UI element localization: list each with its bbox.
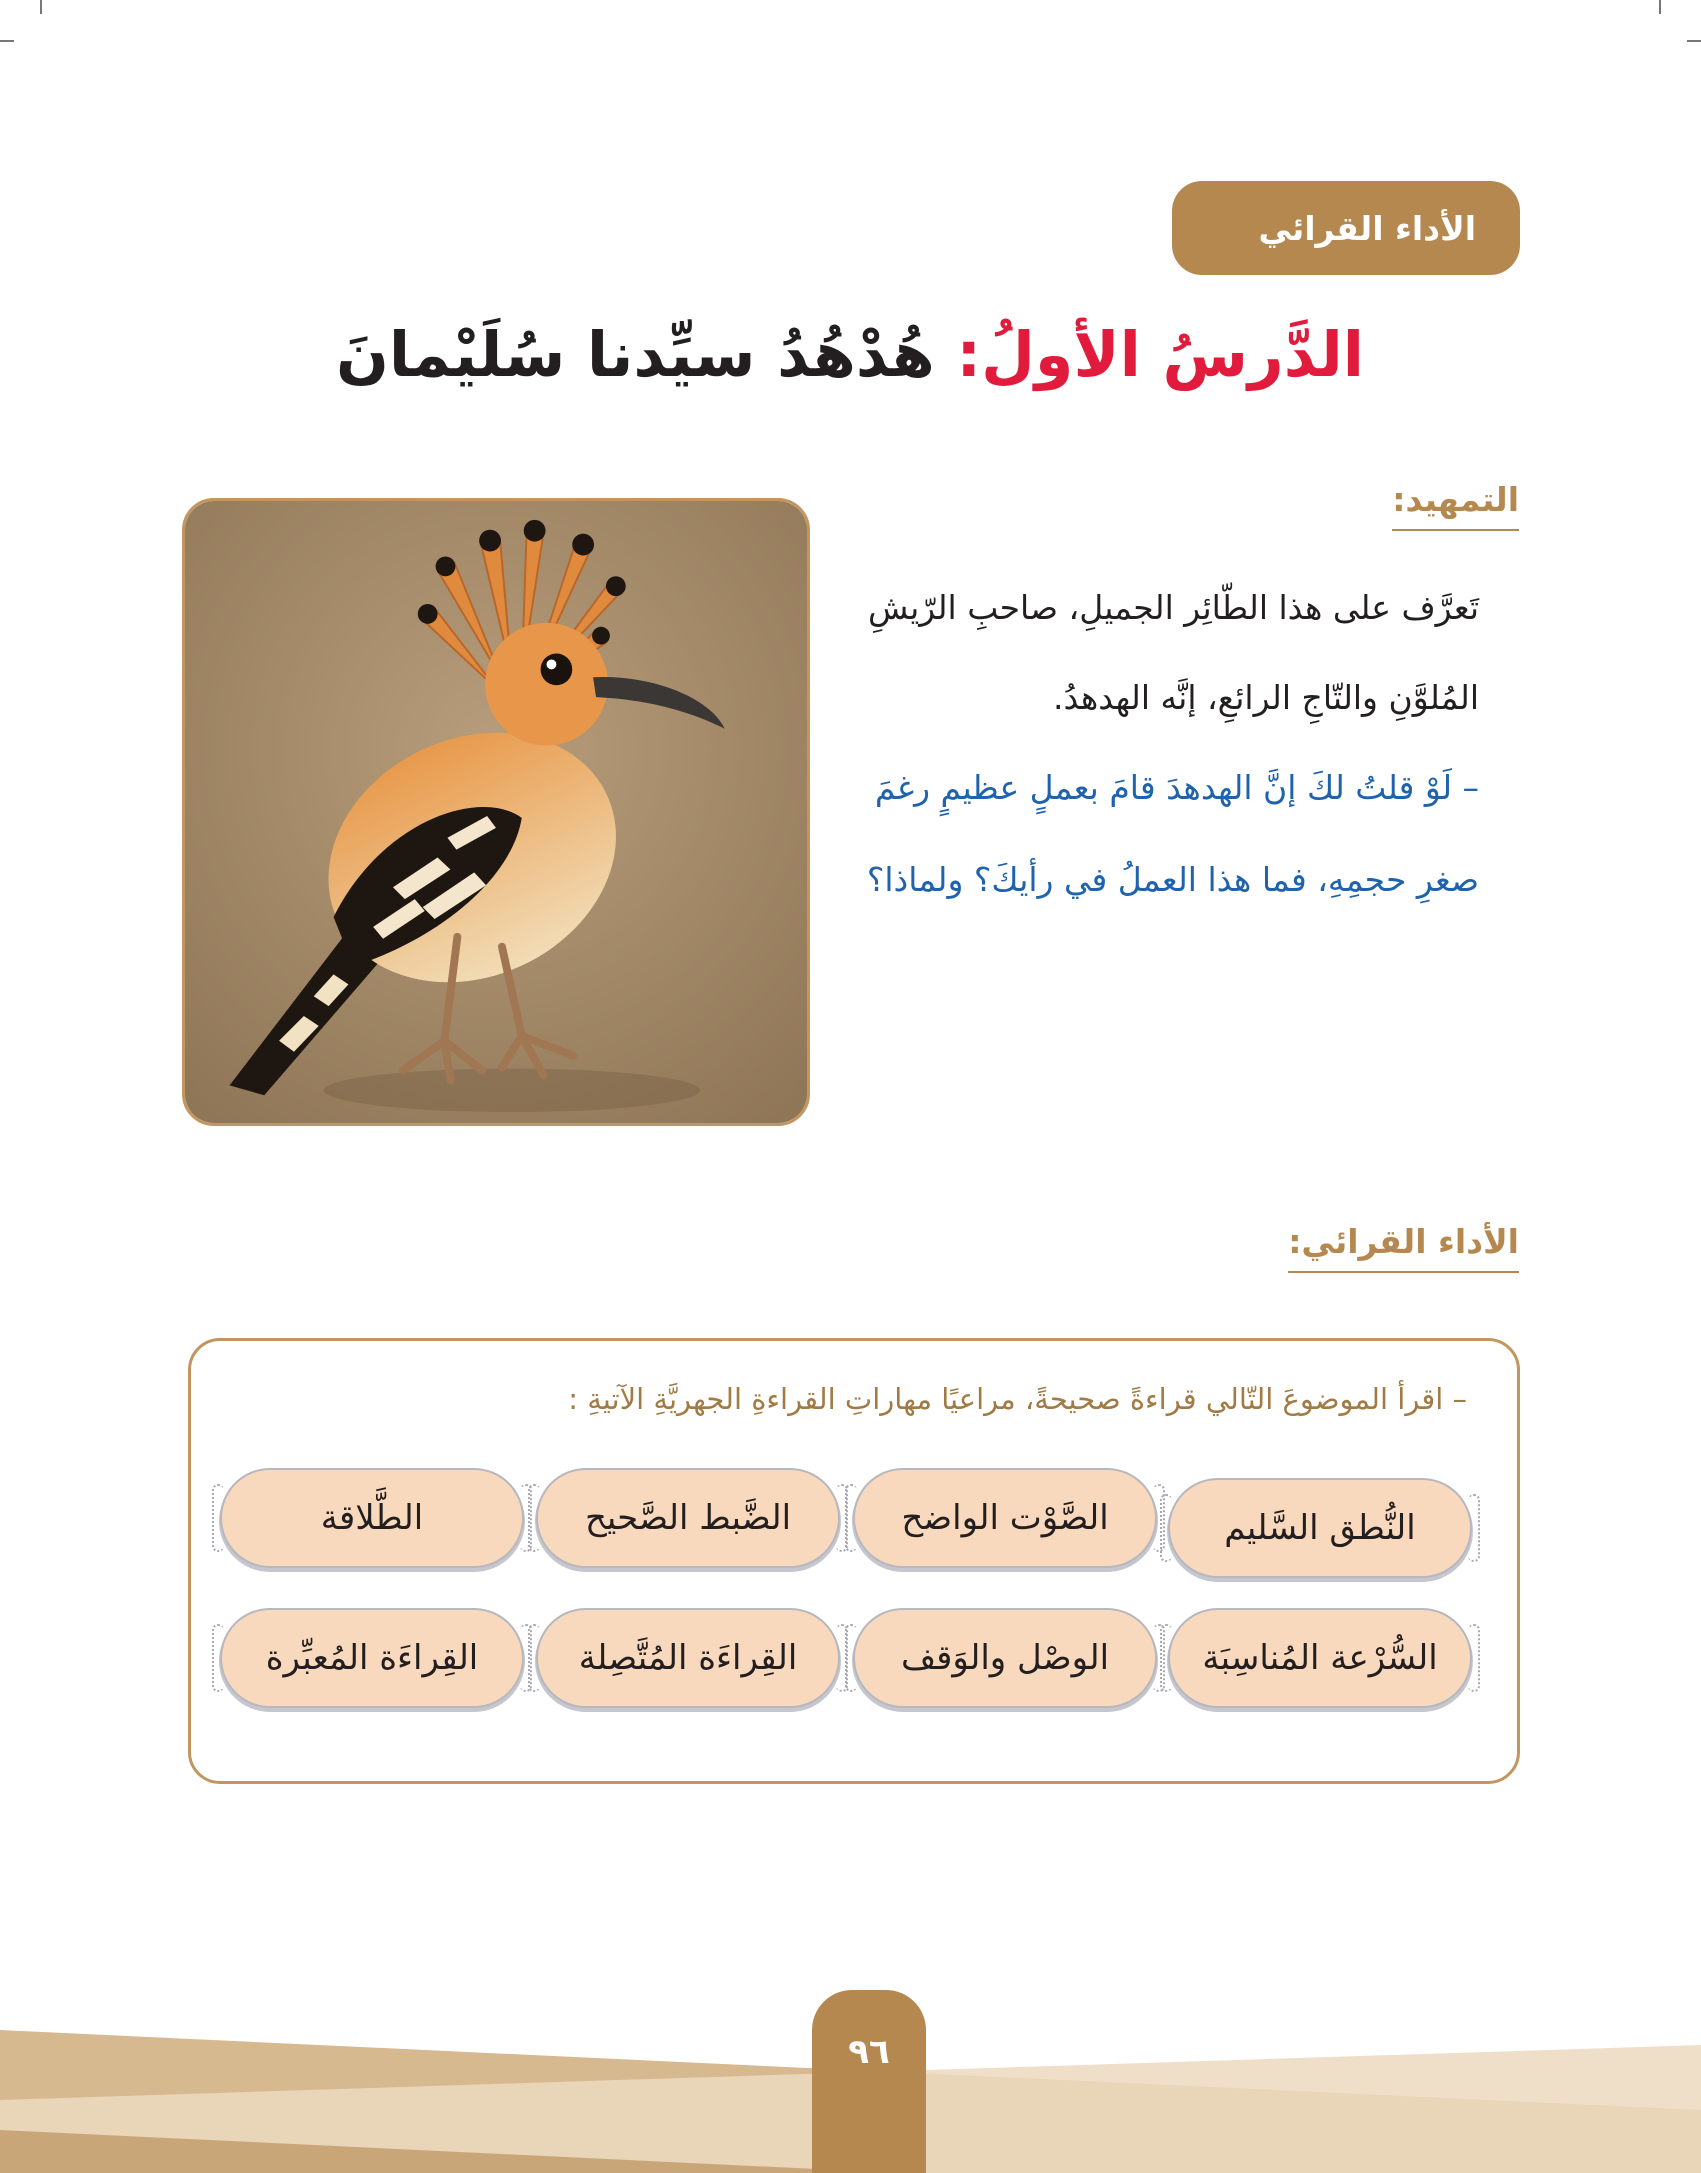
crop-mark <box>1659 0 1661 14</box>
page-number: ٩٦ <box>848 2032 890 2072</box>
intro-heading: التمهيد: <box>1392 480 1519 531</box>
skill-pill: الطَّلاقة <box>222 1470 522 1566</box>
hoopoe-illustration <box>185 501 807 1123</box>
question-line: صغرِ حجمِهِ، فما هذا العملُ في رأيكَ؟ ولماذا؟ <box>866 860 1479 899</box>
lesson-title <box>300 318 1400 392</box>
question-line: – لَوْ قلتُ لكَ إنَّ الهدهدَ قامَ بعملٍ عظيمٍ رغمَ <box>874 768 1479 807</box>
intro-line: المُلوَّنِ والتّاجِ الرائعِ، إنَّه الهدهدُ. <box>1053 678 1479 717</box>
skills-instruction: – اقرأ الموضوعَ التّالي قراءةً صحيحةً، مراعيًا مهاراتِ القراءةِ الجهريَّةِ الآتيةِ : <box>568 1382 1467 1416</box>
section-badge <box>1172 181 1520 275</box>
hoopoe-image <box>182 498 810 1126</box>
lesson-label: الدَّرسُ الأولُ: <box>956 318 1365 391</box>
skill-pill: القِراءَة المُعبِّرة <box>222 1610 522 1706</box>
reading-heading: الأداء القرائي: <box>1288 1222 1519 1273</box>
intro-line: تَعرَّف على هذا الطّائِر الجميلِ، صاحبِ الرّيشِ <box>868 588 1479 627</box>
page-number-tab <box>812 1990 926 2173</box>
skill-pill: الضَّبط الصَّحيح <box>538 1470 838 1566</box>
crop-mark <box>40 0 42 14</box>
skill-pill: الصَّوْت الواضح <box>855 1470 1155 1566</box>
skill-pill: السُّرْعة المُناسِبَة <box>1170 1610 1470 1706</box>
crop-mark <box>1687 40 1701 42</box>
skill-pill: الوصْل والوَقف <box>855 1610 1155 1706</box>
lesson-name: هُدْهُدُ سيِّدنا سُلَيْمانَ <box>335 318 935 391</box>
crop-mark <box>0 40 14 42</box>
skill-pill: القِراءَة المُتَّصِلة <box>538 1610 838 1706</box>
skill-pill: النُّطق السَّليم <box>1170 1480 1470 1576</box>
section-badge-label: الأداء القرائي <box>1258 208 1476 248</box>
